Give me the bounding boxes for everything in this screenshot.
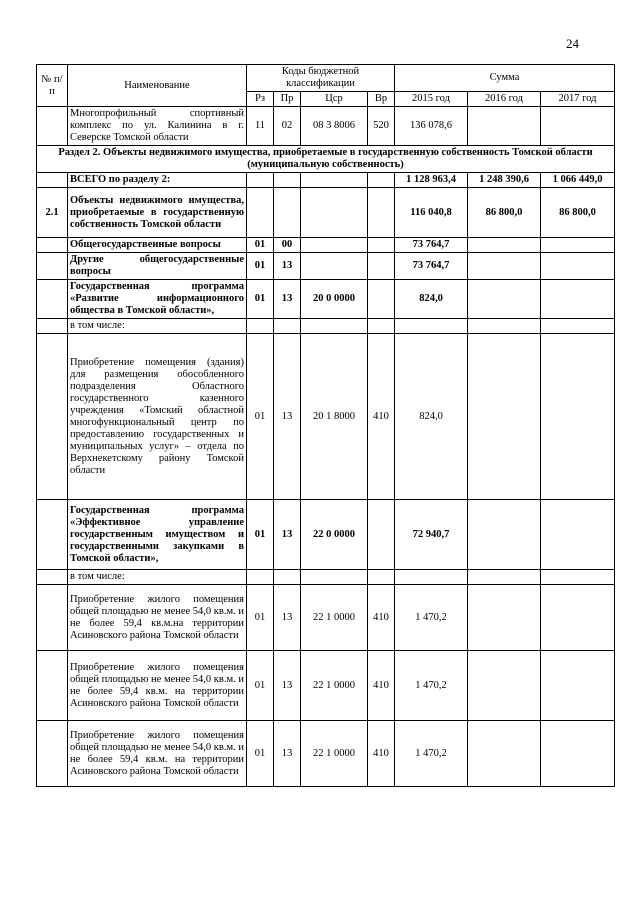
row-csr — [301, 319, 368, 334]
row-num — [37, 570, 68, 585]
row-vr — [368, 319, 395, 334]
row-num — [37, 173, 68, 188]
row-csr: 20 0 0000 — [301, 280, 368, 319]
row-csr — [301, 570, 368, 585]
row-2016 — [468, 107, 541, 146]
row-2017 — [541, 651, 615, 721]
row-rz: 11 — [247, 107, 274, 146]
table-body — [37, 107, 615, 787]
table-row — [37, 253, 615, 280]
row-vr — [368, 500, 395, 570]
row-pr: 13 — [274, 651, 301, 721]
row-rz: 01 — [247, 721, 274, 787]
table-row — [37, 188, 615, 238]
row-num — [37, 651, 68, 721]
row-2017 — [541, 280, 615, 319]
row-csr — [301, 253, 368, 280]
row-rz: 01 — [247, 253, 274, 280]
row-csr: 22 1 0000 — [301, 721, 368, 787]
table-row — [37, 280, 615, 319]
row-pr: 00 — [274, 238, 301, 253]
row-csr — [301, 173, 368, 188]
row-pr — [274, 188, 301, 238]
row-2015 — [395, 319, 468, 334]
row-2016: 1 248 390,6 — [468, 173, 541, 188]
row-2016 — [468, 651, 541, 721]
row-2017 — [541, 570, 615, 585]
table-row — [37, 500, 615, 570]
row-2015: 824,0 — [395, 334, 468, 500]
row-2017 — [541, 238, 615, 253]
table-row — [37, 651, 615, 721]
row-2015: 1 128 963,4 — [395, 173, 468, 188]
row-vr: 410 — [368, 585, 395, 651]
row-name: Объекты недвижимого имущества, приобретаемые в государственную собственность Томской области — [68, 188, 247, 238]
row-csr — [301, 238, 368, 253]
row-pr: 13 — [274, 334, 301, 500]
row-csr: 08 3 8006 — [301, 107, 368, 146]
row-2017: 86 800,0 — [541, 188, 615, 238]
row-pr: 13 — [274, 253, 301, 280]
row-2015: 73 764,7 — [395, 253, 468, 280]
row-vr: 410 — [368, 651, 395, 721]
row-2015: 72 940,7 — [395, 500, 468, 570]
row-rz — [247, 570, 274, 585]
header-2017: 2017 год — [541, 92, 615, 107]
row-vr — [368, 280, 395, 319]
row-rz — [247, 173, 274, 188]
row-num — [37, 585, 68, 651]
row-2015: 1 470,2 — [395, 721, 468, 787]
header-sum: Сумма — [395, 65, 615, 92]
header-codes: Коды бюджетной классификации — [247, 65, 395, 92]
table-row — [37, 585, 615, 651]
row-vr: 410 — [368, 334, 395, 500]
row-2017 — [541, 253, 615, 280]
row-rz: 01 — [247, 585, 274, 651]
row-2015 — [395, 570, 468, 585]
row-name: в том числе: — [68, 570, 247, 585]
row-2017: 1 066 449,0 — [541, 173, 615, 188]
row-rz: 01 — [247, 651, 274, 721]
header-pr: Пр — [274, 92, 301, 107]
row-name: Приобретение жилого помещения общей площадью не менее 54,0 кв.м. и не более 59,4 кв.м. на территории Асиновского района Томской области — [68, 651, 247, 721]
header-rz: Рз — [247, 92, 274, 107]
row-vr — [368, 238, 395, 253]
row-2015: 73 764,7 — [395, 238, 468, 253]
row-2017 — [541, 585, 615, 651]
header-csr: Цср — [301, 92, 368, 107]
header-2016: 2016 год — [468, 92, 541, 107]
row-rz: 01 — [247, 238, 274, 253]
table-row — [37, 173, 615, 188]
table-row — [37, 721, 615, 787]
row-2016 — [468, 500, 541, 570]
row-2016 — [468, 238, 541, 253]
row-csr: 20 1 8000 — [301, 334, 368, 500]
row-2016 — [468, 721, 541, 787]
row-2017 — [541, 721, 615, 787]
table-row — [37, 238, 615, 253]
header-name: Наименование — [68, 65, 247, 107]
row-csr: 22 0 0000 — [301, 500, 368, 570]
header-num: № п/п — [37, 65, 68, 107]
row-name: Приобретение жилого помещения общей площадью не менее 54,0 кв.м. и не более 59,4 кв.м. на территории Асиновского района Томской области — [68, 721, 247, 787]
row-vr — [368, 173, 395, 188]
header-2015: 2015 год — [395, 92, 468, 107]
row-num — [37, 238, 68, 253]
row-name: ВСЕГО по разделу 2: — [68, 173, 247, 188]
row-2016 — [468, 280, 541, 319]
table-row — [37, 107, 615, 146]
row-num — [37, 319, 68, 334]
table-row — [37, 319, 615, 334]
row-2015: 1 470,2 — [395, 651, 468, 721]
row-name: Другие общегосударственные вопросы — [68, 253, 247, 280]
row-2015: 136 078,6 — [395, 107, 468, 146]
row-rz — [247, 319, 274, 334]
row-name: Приобретение жилого помещения общей площадью не менее 54,0 кв.м. и не более 59,4 кв.м.на территории Асиновского района Томской области — [68, 585, 247, 651]
section-row — [37, 146, 615, 173]
row-2016 — [468, 570, 541, 585]
row-name: Государственная программа «Эффективное управление государственным имуществом и государственными закупками в Томской области», — [68, 500, 247, 570]
row-2015: 1 470,2 — [395, 585, 468, 651]
row-2017 — [541, 319, 615, 334]
row-csr: 22 1 0000 — [301, 585, 368, 651]
row-2015: 824,0 — [395, 280, 468, 319]
section-title: Раздел 2. Объекты недвижимого имущества, приобретаемые в государственную собственность Томской области (муниципальную собственность) — [37, 146, 615, 173]
row-rz: 01 — [247, 500, 274, 570]
row-2017 — [541, 107, 615, 146]
row-num — [37, 280, 68, 319]
row-2017 — [541, 500, 615, 570]
row-csr: 22 1 0000 — [301, 651, 368, 721]
row-2017 — [541, 334, 615, 500]
row-name: в том числе: — [68, 319, 247, 334]
row-name: Приобретение помещения (здания) для размещения обособленного подразделения Областного государственного казенного учреждения «Томский областной многофункциональный центр по предоставлению государственных и муниципальных услуг» – отдела по Верхнекетскому району Томской области — [68, 334, 247, 500]
row-num: 2.1 — [37, 188, 68, 238]
row-name: Государственная программа «Развитие информационного общества в Томской области», — [68, 280, 247, 319]
header-vr: Вр — [368, 92, 395, 107]
row-2016 — [468, 253, 541, 280]
row-rz: 01 — [247, 334, 274, 500]
row-vr — [368, 188, 395, 238]
row-pr: 02 — [274, 107, 301, 146]
row-num — [37, 253, 68, 280]
row-rz — [247, 188, 274, 238]
row-2015: 116 040,8 — [395, 188, 468, 238]
row-num — [37, 721, 68, 787]
row-pr — [274, 570, 301, 585]
row-pr: 13 — [274, 585, 301, 651]
row-2016 — [468, 585, 541, 651]
row-name: Общегосударственные вопросы — [68, 238, 247, 253]
row-num — [37, 500, 68, 570]
row-2016 — [468, 319, 541, 334]
row-vr — [368, 253, 395, 280]
row-csr — [301, 188, 368, 238]
budget-table — [36, 64, 615, 787]
table-row — [37, 570, 615, 585]
row-num — [37, 107, 68, 146]
row-rz: 01 — [247, 280, 274, 319]
table-row — [37, 334, 615, 500]
row-pr: 13 — [274, 721, 301, 787]
page-number: 24 — [566, 36, 579, 51]
row-pr: 13 — [274, 500, 301, 570]
row-vr: 520 — [368, 107, 395, 146]
row-2016 — [468, 334, 541, 500]
row-pr — [274, 173, 301, 188]
row-vr — [368, 570, 395, 585]
row-num — [37, 334, 68, 500]
row-name: Многопрофильный спортивный комплекс по ул. Калинина в г. Северске Томской области — [68, 107, 247, 146]
row-pr: 13 — [274, 280, 301, 319]
row-pr — [274, 319, 301, 334]
row-vr: 410 — [368, 721, 395, 787]
row-2016: 86 800,0 — [468, 188, 541, 238]
